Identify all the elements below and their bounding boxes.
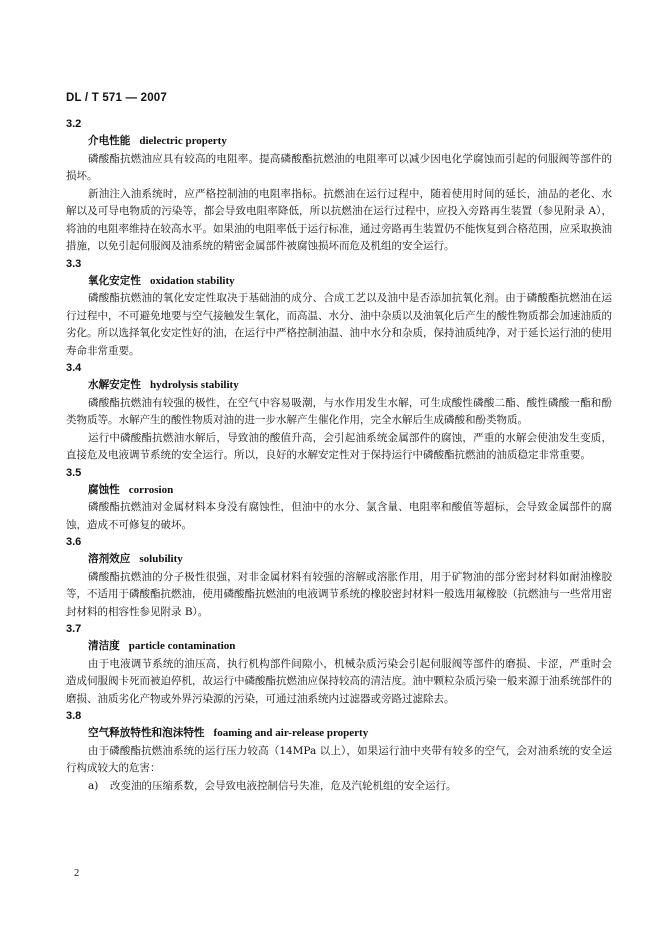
document-body [66, 116, 612, 795]
section-number: 3.7 [66, 623, 82, 635]
list-item [66, 778, 612, 796]
page-number: 2 [74, 868, 80, 879]
term-chinese: 空气释放特性和泡沫特性 [88, 727, 205, 739]
list-text: 改变油的压缩系数，会导致电液控制信号失准，危及汽轮机组的安全运行。 [110, 779, 457, 792]
term-english: particle contamination [128, 640, 236, 652]
term-heading [88, 551, 612, 569]
paragraph: 由于磷酸酯抗燃油系统的运行压力较高（14MPa 以上），如果运行油中夹带有较多的空气，会对油系统的安全运行构成较大的危害： [66, 744, 612, 774]
paragraph: 运行中磷酸酯抗燃油水解后，导致油的酸值升高，会引起油系统金属部件的腐蚀，严重的水解会使油发生变质，直接危及电液调节系统的安全运行。所以，良好的水解安定性对于保持运行中磷酸酯抗燃油的油质稳定非常重要。 [66, 431, 612, 461]
standard-code-header: DL / T 571 — 2007 [66, 92, 167, 104]
term-heading [88, 725, 612, 743]
term-chinese: 溶剂效应 [88, 553, 131, 565]
section-3-7 [66, 621, 612, 708]
term-heading [88, 482, 612, 500]
term-heading [88, 273, 612, 291]
term-heading [88, 638, 612, 656]
term-heading [88, 377, 612, 395]
term-english: oxidation stability [149, 274, 235, 287]
section-3-4 [66, 360, 612, 465]
paragraph: 磷酸酯抗燃油的氧化安定性取决于基础油的成分、合成工艺以及油中是否添加抗氧化剂。由于磷酸酯抗燃油在运行过程中，不可避免地要与空气接触发生氧化，而高温、水分、油中杂质以及油氧化后产生的酸性物质都会加速油质的劣化。所以选择氧化安定性好的油，在运行中严格控制油温、油中水分和杂质，保持油质纯净，对于延长运行油的使用寿命非常重要。 [66, 292, 612, 357]
term-english: solubility [139, 553, 183, 565]
term-heading [88, 133, 612, 151]
section-3-8 [66, 708, 612, 795]
section-3-2 [66, 116, 612, 256]
term-chinese: 腐蚀性 [88, 483, 120, 496]
term-chinese: 介电性能 [88, 135, 131, 147]
term-english: corrosion [128, 483, 174, 496]
list-marker: a) [88, 779, 99, 792]
section-3-5 [66, 465, 612, 535]
paragraph: 磷酸酯抗燃油有较强的极性，在空气中容易吸潮，与水作用发生水解，可生成酸性磷酸二酯、酸性磷酸一酯和酚类物质等。水解产生的酸性物质对油的进一步水解产生催化作用，完全水解后生成磷酸和酚类物质。 [66, 396, 612, 426]
section-3-3 [66, 256, 612, 361]
term-chinese: 清洁度 [88, 640, 120, 652]
section-3-6 [66, 534, 612, 621]
term-english: foaming and air-release property [213, 727, 369, 739]
term-chinese: 氧化安定性 [88, 274, 141, 287]
paragraph: 新油注入油系统时，应严格控制油的电阻率指标。抗燃油在运行过程中，随着使用时间的延长，油品的老化、水解以及可导电物质的污染等，都会导致电阻率降低，所以抗燃油在运行过程中，应投入旁路再生装置（参见附录 A），将油的电阻率维持在较高水平。如果油的电阻率低于运行标准，通过旁路再生装置仍不能恢复到合格范围，应采取换油措施，以免引起伺服阀及油系统的精密金属部件被腐蚀损坏而危及机组的安全运行。 [66, 187, 612, 252]
paragraph: 磷酸酯抗燃油的分子极性很强，对非金属材料有较强的溶解或溶胀作用，用于矿物油的部分密封材料如耐油橡胶等，不适用于磷酸酯抗燃油，使用磷酸酯抗燃油的电液调节系统的橡胶密封材料一般选用氟橡胶（抗燃油与一些常用密封材料的相容性参见附录 B）。 [66, 570, 612, 618]
term-chinese: 水解安定性 [88, 379, 141, 391]
term-english: hydrolysis stability [149, 379, 239, 391]
paragraph: 由于电液调节系统的油压高，执行机构部件间隙小，机械杂质污染会引起伺服阀等部件的磨损、卡涩，严重时会造成伺服阀卡死而被迫停机，故运行中磷酸酯抗燃油应保持较高的清洁度。油中颗粒杂质污染一般来源于油系统部件的磨损、油质劣化产物或外界污染源的污染，可通过油系统内过滤器或旁路过滤除去。 [66, 657, 612, 705]
paragraph: 磷酸酯抗燃油应具有较高的电阻率。提高磷酸酯抗燃油的电阻率可以减少因电化学腐蚀而引起的伺服阀等部件的损坏。 [66, 152, 612, 182]
section-number: 3.5 [66, 466, 82, 479]
term-english: dielectric property [139, 135, 227, 147]
section-number: 3.4 [66, 362, 82, 374]
section-number: 3.2 [66, 118, 82, 130]
section-number: 3.8 [66, 710, 82, 722]
section-number: 3.6 [66, 536, 82, 548]
section-number: 3.3 [66, 257, 82, 270]
paragraph: 磷酸酯抗燃油对金属材料本身没有腐蚀性，但油中的水分、氯含量、电阻率和酸值等超标，会导致金属部件的腐蚀，造成不可修复的破坏。 [66, 501, 612, 531]
